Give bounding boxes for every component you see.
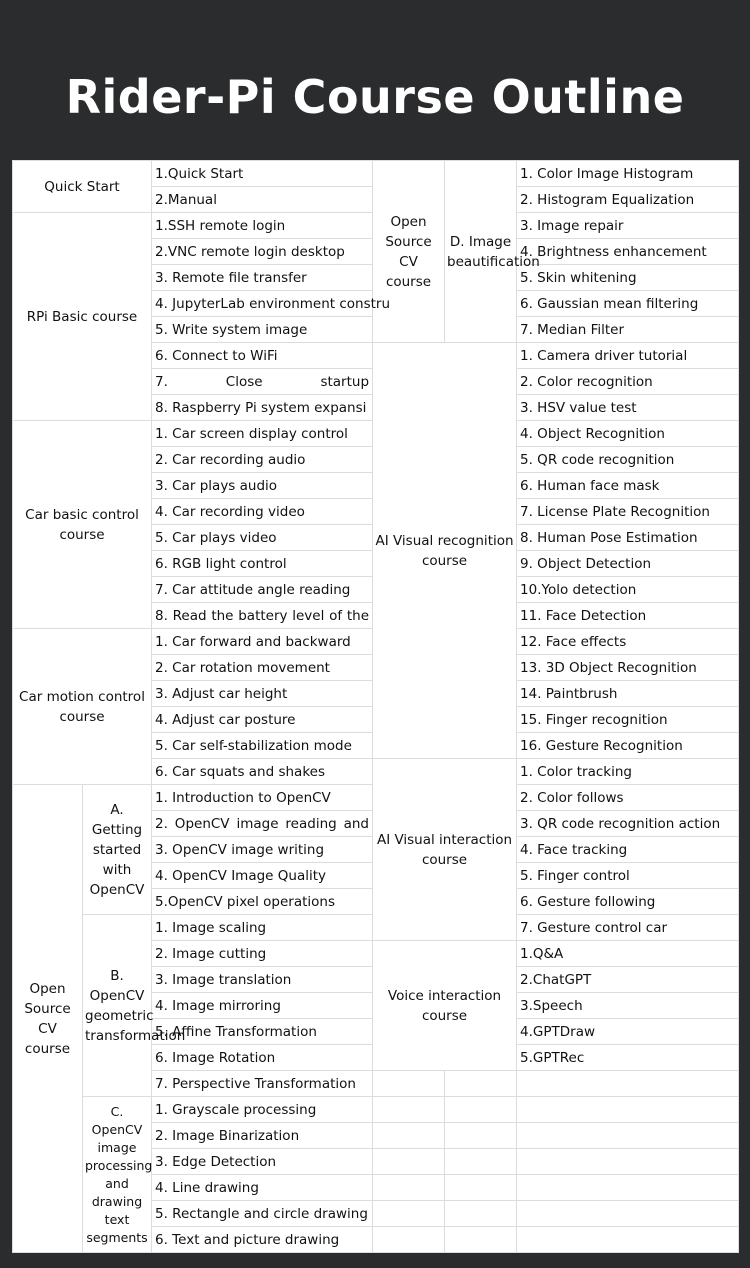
course-item: 5. Write system image bbox=[152, 317, 373, 343]
course-item: 2. Image Binarization bbox=[152, 1123, 373, 1149]
subcategory-opencv-c: C. OpenCV image processing and drawing text segments bbox=[83, 1097, 152, 1253]
course-item: 3. Adjust car height bbox=[152, 681, 373, 707]
empty-cell bbox=[373, 1149, 445, 1175]
course-item: 4. Face tracking bbox=[517, 837, 739, 863]
course-item: 4. Object Recognition bbox=[517, 421, 739, 447]
course-outline-table bbox=[12, 160, 739, 1253]
empty-cell bbox=[517, 1097, 739, 1123]
course-item: 15. Finger recognition bbox=[517, 707, 739, 733]
course-item: 11. Face Detection bbox=[517, 603, 739, 629]
table-row bbox=[13, 161, 739, 187]
course-item: 7. Gesture control car bbox=[517, 915, 739, 941]
course-item: 3. Remote file transfer bbox=[152, 265, 373, 291]
course-item: 2.ChatGPT bbox=[517, 967, 739, 993]
course-item: 7. Close startup bbox=[152, 369, 373, 395]
course-item: 4. JupyterLab environment constru bbox=[152, 291, 373, 317]
course-item: 5. Finger control bbox=[517, 863, 739, 889]
empty-cell bbox=[373, 1071, 445, 1097]
course-item: 6. Connect to WiFi bbox=[152, 343, 373, 369]
course-item: 1.SSH remote login bbox=[152, 213, 373, 239]
table-row bbox=[13, 1097, 739, 1123]
course-item: 2. Image cutting bbox=[152, 941, 373, 967]
course-item: 2. Color follows bbox=[517, 785, 739, 811]
empty-cell bbox=[445, 1071, 517, 1097]
course-item: 1.Quick Start bbox=[152, 161, 373, 187]
course-item: 3. Car plays audio bbox=[152, 473, 373, 499]
course-item: 4. OpenCV Image Quality bbox=[152, 863, 373, 889]
category-car-motion: Car motion control course bbox=[13, 629, 152, 785]
course-item: 6. Gaussian mean filtering bbox=[517, 291, 739, 317]
course-item: 6. Car squats and shakes bbox=[152, 759, 373, 785]
category-quick-start: Quick Start bbox=[13, 161, 152, 213]
page-title: Rider-Pi Course Outline bbox=[65, 70, 685, 124]
empty-cell bbox=[517, 1123, 739, 1149]
course-item: 2. Color recognition bbox=[517, 369, 739, 395]
category-rpi-basic: RPi Basic course bbox=[13, 213, 152, 421]
course-item: 6. Text and picture drawing bbox=[152, 1227, 373, 1253]
course-item: 4. Adjust car posture bbox=[152, 707, 373, 733]
course-item: 6. Gesture following bbox=[517, 889, 739, 915]
category-ai-visual-interaction: AI Visual interaction course bbox=[373, 759, 517, 941]
course-item: 6. Image Rotation bbox=[152, 1045, 373, 1071]
empty-cell bbox=[445, 1227, 517, 1253]
category-ai-visual-recognition: AI Visual recognition course bbox=[373, 343, 517, 759]
course-item: 5. Affine Transformation bbox=[152, 1019, 373, 1045]
course-item: 12. Face effects bbox=[517, 629, 739, 655]
course-item: 3. Image translation bbox=[152, 967, 373, 993]
course-item: 3. QR code recognition action bbox=[517, 811, 739, 837]
course-item: 2.VNC remote login desktop bbox=[152, 239, 373, 265]
empty-cell bbox=[445, 1201, 517, 1227]
empty-cell bbox=[445, 1175, 517, 1201]
empty-cell bbox=[445, 1123, 517, 1149]
course-item: 1. Car screen display control bbox=[152, 421, 373, 447]
course-item: 1. Color tracking bbox=[517, 759, 739, 785]
course-item: 4. Line drawing bbox=[152, 1175, 373, 1201]
course-item: 1. Introduction to OpenCV bbox=[152, 785, 373, 811]
empty-cell bbox=[373, 1097, 445, 1123]
course-item: 8. Read the battery level of the bbox=[152, 603, 373, 629]
category-voice-interaction: Voice interaction course bbox=[373, 941, 517, 1071]
course-item: 7. Car attitude angle reading bbox=[152, 577, 373, 603]
empty-cell bbox=[373, 1123, 445, 1149]
course-item: 5. Car plays video bbox=[152, 525, 373, 551]
course-item: 14. Paintbrush bbox=[517, 681, 739, 707]
course-item: 4. Brightness enhancement bbox=[517, 239, 739, 265]
course-item: 2. Car rotation movement bbox=[152, 655, 373, 681]
course-item: 3. Image repair bbox=[517, 213, 739, 239]
course-item: 2.Manual bbox=[152, 187, 373, 213]
course-item: 1. Grayscale processing bbox=[152, 1097, 373, 1123]
course-item: 4.GPTDraw bbox=[517, 1019, 739, 1045]
course-item: 16. Gesture Recognition bbox=[517, 733, 739, 759]
course-item: 8. Human Pose Estimation bbox=[517, 525, 739, 551]
course-item: 1. Car forward and backward bbox=[152, 629, 373, 655]
course-item: 1. Color Image Histogram bbox=[517, 161, 739, 187]
course-item: 6. Human face mask bbox=[517, 473, 739, 499]
course-item: 4. Car recording video bbox=[152, 499, 373, 525]
course-item: 5. Rectangle and circle drawing bbox=[152, 1201, 373, 1227]
empty-cell bbox=[517, 1201, 739, 1227]
empty-cell bbox=[445, 1149, 517, 1175]
course-item: 13. 3D Object Recognition bbox=[517, 655, 739, 681]
course-item: 5. Car self-stabilization mode bbox=[152, 733, 373, 759]
empty-cell bbox=[517, 1227, 739, 1253]
course-item: 3. HSV value test bbox=[517, 395, 739, 421]
course-item: 7. License Plate Recognition bbox=[517, 499, 739, 525]
empty-cell bbox=[373, 1175, 445, 1201]
empty-cell bbox=[517, 1071, 739, 1097]
course-item: 10.Yolo detection bbox=[517, 577, 739, 603]
course-item: 3. Edge Detection bbox=[152, 1149, 373, 1175]
course-item: 7. Median Filter bbox=[517, 317, 739, 343]
course-item: 9. Object Detection bbox=[517, 551, 739, 577]
course-item: 4. Image mirroring bbox=[152, 993, 373, 1019]
course-item: 1. Image scaling bbox=[152, 915, 373, 941]
course-item: 8. Raspberry Pi system expansi bbox=[152, 395, 373, 421]
empty-cell bbox=[373, 1227, 445, 1253]
subcategory-image-beautification: D. Image beautification bbox=[445, 161, 517, 343]
category-car-basic: Car basic control course bbox=[13, 421, 152, 629]
category-open-source-cv-right: Open Source CV course bbox=[373, 161, 445, 343]
empty-cell bbox=[517, 1149, 739, 1175]
empty-cell bbox=[445, 1097, 517, 1123]
course-item: 6. RGB light control bbox=[152, 551, 373, 577]
subcategory-opencv-b: B. OpenCV geometric transformation bbox=[83, 915, 152, 1097]
course-item: 1. Camera driver tutorial bbox=[517, 343, 739, 369]
course-item: 5. QR code recognition bbox=[517, 447, 739, 473]
course-item: 3.Speech bbox=[517, 993, 739, 1019]
category-open-source-cv: Open Source CV course bbox=[13, 785, 83, 1253]
empty-cell bbox=[373, 1201, 445, 1227]
course-item: 2. Histogram Equalization bbox=[517, 187, 739, 213]
course-item: 5.OpenCV pixel operations bbox=[152, 889, 373, 915]
empty-cell bbox=[517, 1175, 739, 1201]
subcategory-opencv-a: A. Getting started with OpenCV bbox=[83, 785, 152, 915]
course-item: 5.GPTRec bbox=[517, 1045, 739, 1071]
course-item: 2. OpenCV image reading and bbox=[152, 811, 373, 837]
course-item: 5. Skin whitening bbox=[517, 265, 739, 291]
course-item: 7. Perspective Transformation bbox=[152, 1071, 373, 1097]
course-item: 1.Q&A bbox=[517, 941, 739, 967]
course-item: 2. Car recording audio bbox=[152, 447, 373, 473]
course-item: 3. OpenCV image writing bbox=[152, 837, 373, 863]
